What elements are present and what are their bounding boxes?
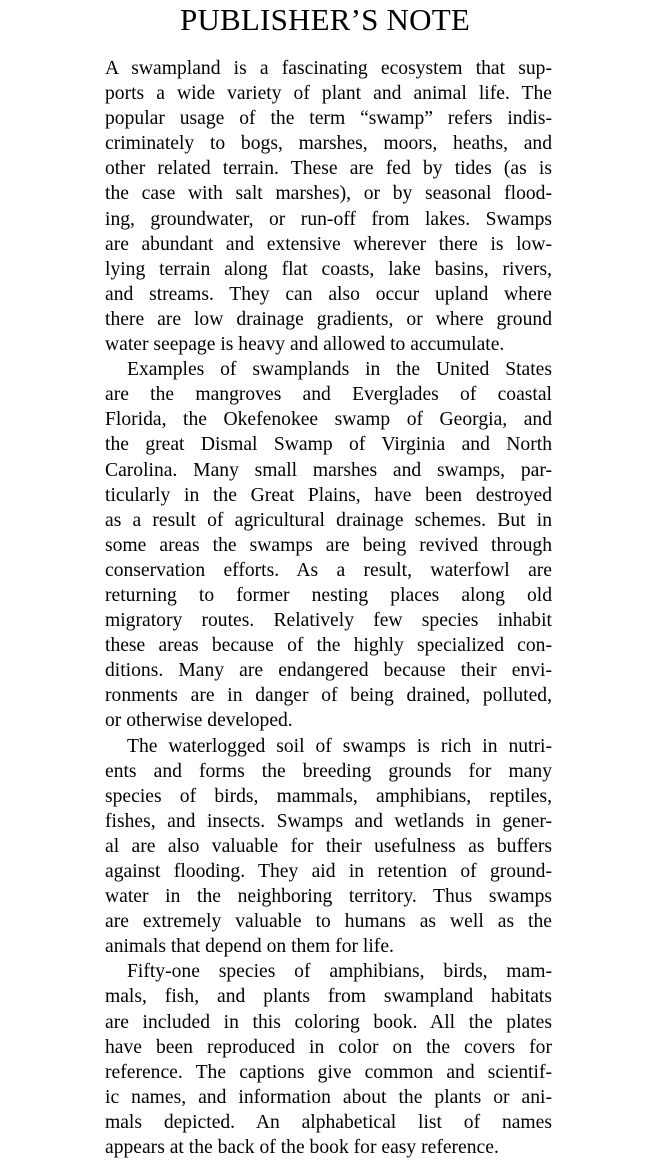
text-line: A swampland is a fascinating ecosystem that sup- (105, 58, 552, 79)
text-line: ing, groundwater, or run-off from lakes. Swamps (105, 208, 552, 230)
text-line: there are low drainage gradients, or where ground (105, 308, 552, 330)
paragraph (105, 734, 552, 960)
paragraph (105, 56, 552, 357)
text-line: and streams. They can also occur upland where (105, 283, 552, 305)
text-line: are included in this coloring book. All the plates (105, 1011, 552, 1033)
text-line: Examples of swamplands in the United States (127, 359, 552, 381)
text-line: appears at the back of the book for easy reference. (105, 1137, 499, 1159)
text-line: returning to former nesting places along old (105, 584, 552, 606)
text-line: the great Dismal Swamp of Virginia and North (105, 434, 552, 456)
text-line: ticularly in the Great Plains, have been destroyed (105, 484, 552, 506)
text-line: water seepage is heavy and allowed to accumulate. (105, 334, 505, 356)
text-line: ditions. Many are endangered because their envi- (105, 660, 552, 682)
text-line: these areas because of the highly specialized con- (105, 635, 552, 657)
text-line: some areas the swamps are being revived through (105, 534, 552, 556)
text-line: mals, fish, and plants from swampland habitats (105, 986, 552, 1008)
text-line: reference. The captions give common and scientif- (105, 1061, 552, 1083)
paragraph (105, 959, 552, 1160)
text-line: conservation efforts. As a result, waterfowl are (105, 559, 552, 581)
text-line: or otherwise developed. (105, 710, 293, 732)
text-line: are the mangroves and Everglades of coastal (105, 384, 552, 406)
page-title: PUBLISHER’S NOTE (180, 2, 470, 37)
text-line: Carolina. Many small marshes and swamps, par- (105, 459, 552, 481)
text-line: al are also valuable for their usefulness as buffers (105, 835, 552, 857)
text-line: mals depicted. An alphabetical list of names (105, 1111, 552, 1133)
text-line: Florida, the Okefenokee swamp of Georgia, and (105, 409, 552, 431)
text-line: ents and forms the breeding grounds for many (105, 760, 552, 782)
text-line: ronments are in danger of being drained, polluted, (105, 685, 552, 707)
text-line: are abundant and extensive wherever there is low- (105, 233, 552, 255)
text-line: have been reproduced in color on the covers for (105, 1036, 552, 1058)
text-line: ic names, and information about the plants or ani- (105, 1086, 552, 1108)
text-line: species of birds, mammals, amphibians, reptiles, (105, 785, 552, 807)
text-line: Fifty-one species of amphibians, birds, mam- (127, 961, 552, 983)
text-line: are extremely valuable to humans as well as the (105, 911, 552, 933)
text-line: popular usage of the term “swamp” refers indis- (105, 108, 552, 130)
text-line: The waterlogged soil of swamps is rich in nutri- (127, 735, 552, 757)
body-text (105, 56, 552, 1160)
text-line: against flooding. They aid in retention of ground- (105, 861, 552, 882)
text-line: as a result of agricultural drainage schemes. But in (105, 509, 552, 531)
text-line: ports a wide variety of plant and animal life. The (105, 83, 552, 105)
text-line: the case with salt marshes), or by seasonal flood- (105, 183, 552, 205)
text-line: migratory routes. Relatively few species inhabit (105, 610, 552, 632)
text-line: criminately to bogs, marshes, moors, heaths, and (105, 133, 552, 155)
text-line: lying terrain along flat coasts, lake basins, rivers, (105, 258, 552, 280)
paragraph (105, 357, 552, 733)
text-line: other related terrain. These are fed by tides (as is (105, 158, 552, 180)
text-line: fishes, and insects. Swamps and wetlands in gener- (105, 810, 552, 832)
text-line: water in the neighboring territory. Thus swamps (105, 886, 552, 908)
text-line: animals that depend on them for life. (105, 936, 394, 958)
